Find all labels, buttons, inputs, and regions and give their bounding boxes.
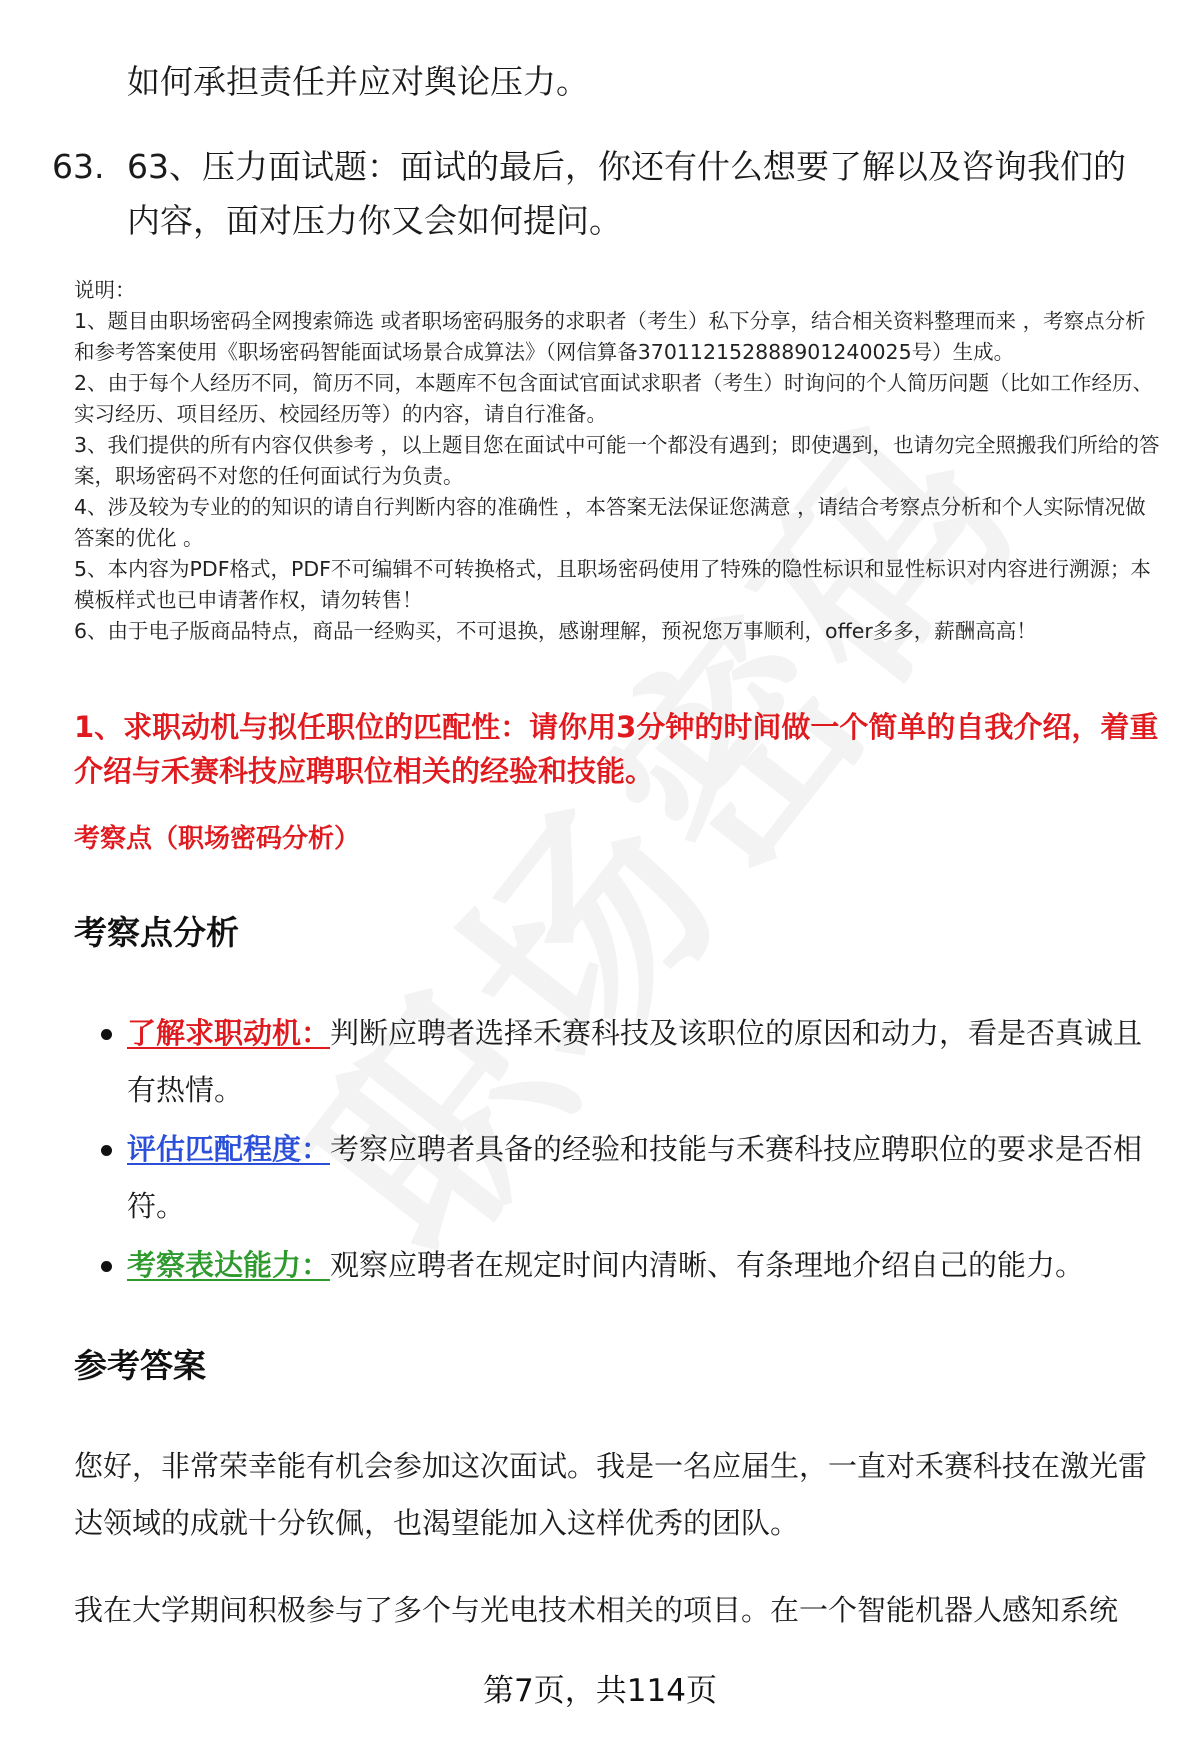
previous-question-tail: 如何承担责任并应对舆论压力。 bbox=[127, 62, 589, 101]
answer-paragraph: 您好，非常荣幸能有机会参加这次面试。我是一名应届生，一直对禾赛科技在激光雷达领域的成就十分钦佩，也渴望能加入这样优秀的团队。 bbox=[74, 1449, 1148, 1540]
bullet-icon bbox=[101, 1029, 112, 1040]
note-line: 2、由于每个人经历不同，简历不同，本题库不包含面试官面试求职者（考生）时询问的个人简历问题（比如工作经历、实习经历、项目经历、校园经历等）的内容，请自行准备。 bbox=[74, 371, 1154, 426]
answer-heading: 参考答案 bbox=[74, 1346, 206, 1385]
note-line: 1、题目由职场密码全网搜索筛选 或者职场密码服务的求职者（考生）私下分享，结合相关资料整理而来 ，考察点分析和参考答案使用《职场密码智能面试场景合成算法》（网信算备370112152888901240025号）生成。 bbox=[74, 309, 1146, 364]
bullet-text: 观察应聘者在规定时间内清晰、有条理地介绍自己的能力。 bbox=[330, 1248, 1085, 1282]
answer-body bbox=[74, 1438, 1150, 1669]
analysis-heading: 考察点分析 bbox=[74, 913, 239, 952]
bullet-icon bbox=[101, 1145, 112, 1156]
page-footer: 第7页，共114页 bbox=[483, 1673, 717, 1709]
answer-paragraph: 我在大学期间积极参与了多个与光电技术相关的项目。在一个智能机器人感知系统 bbox=[74, 1593, 1119, 1627]
note-line: 6、由于电子版商品特点，商品一经购买，不可退换，感谢理解，预祝您万事顺利，offer多多，薪酬高高！ bbox=[74, 619, 1037, 643]
bullet-text: 判断应聘者选择禾赛科技及该职位的原因和动力，看是否真诚且有热情。 bbox=[127, 1016, 1143, 1107]
bullet-key: 评估匹配程度： bbox=[127, 1132, 331, 1166]
note-line: 4、涉及较为专业的的知识的请自行判断内容的准确性 ，本答案无法保证您满意 ，请结合考察点分析和个人实际情况做答案的优化 。 bbox=[74, 495, 1146, 550]
note-line: 说明： bbox=[74, 278, 136, 302]
bullet-icon bbox=[101, 1261, 112, 1272]
list-item bbox=[127, 1005, 1147, 1119]
question-1-title: 1、求职动机与拟任职位的匹配性：请你用3分钟的时间做一个简单的自我介绍，着重介绍与禾赛科技应聘职位相关的经验和技能。 bbox=[74, 710, 1159, 788]
question-63 bbox=[52, 140, 1162, 248]
bullet-text: 考察应聘者具备的经验和技能与禾赛科技应聘职位的要求是否相符。 bbox=[127, 1132, 1143, 1223]
bullet-key: 了解求职动机： bbox=[127, 1016, 331, 1050]
question-number: 63. bbox=[52, 147, 105, 186]
list-item bbox=[127, 1237, 1147, 1294]
analysis-list bbox=[127, 1005, 1147, 1296]
list-item bbox=[127, 1121, 1147, 1235]
note-line: 3、我们提供的所有内容仅供参考 ，以上题目您在面试中可能一个都没有遇到；即使遇到，也请勿完全照搬我们所给的答案，职场密码不对您的任何面试行为负责。 bbox=[74, 433, 1160, 488]
disclaimer-notes bbox=[74, 275, 1160, 647]
focus-label: 考察点（职场密码分析） bbox=[74, 824, 361, 854]
bullet-key: 考察表达能力： bbox=[127, 1248, 331, 1282]
note-line: 5、本内容为PDF格式，PDF不可编辑不可转换格式，且职场密码使用了特殊的隐性标识和显性标识对内容进行溯源；本模板样式也已申请著作权，请勿转售！ bbox=[74, 557, 1151, 612]
question-text: 63、压力面试题：面试的最后，你还有什么想要了解以及咨询我们的内容，面对压力你又会如何提问。 bbox=[127, 147, 1126, 240]
